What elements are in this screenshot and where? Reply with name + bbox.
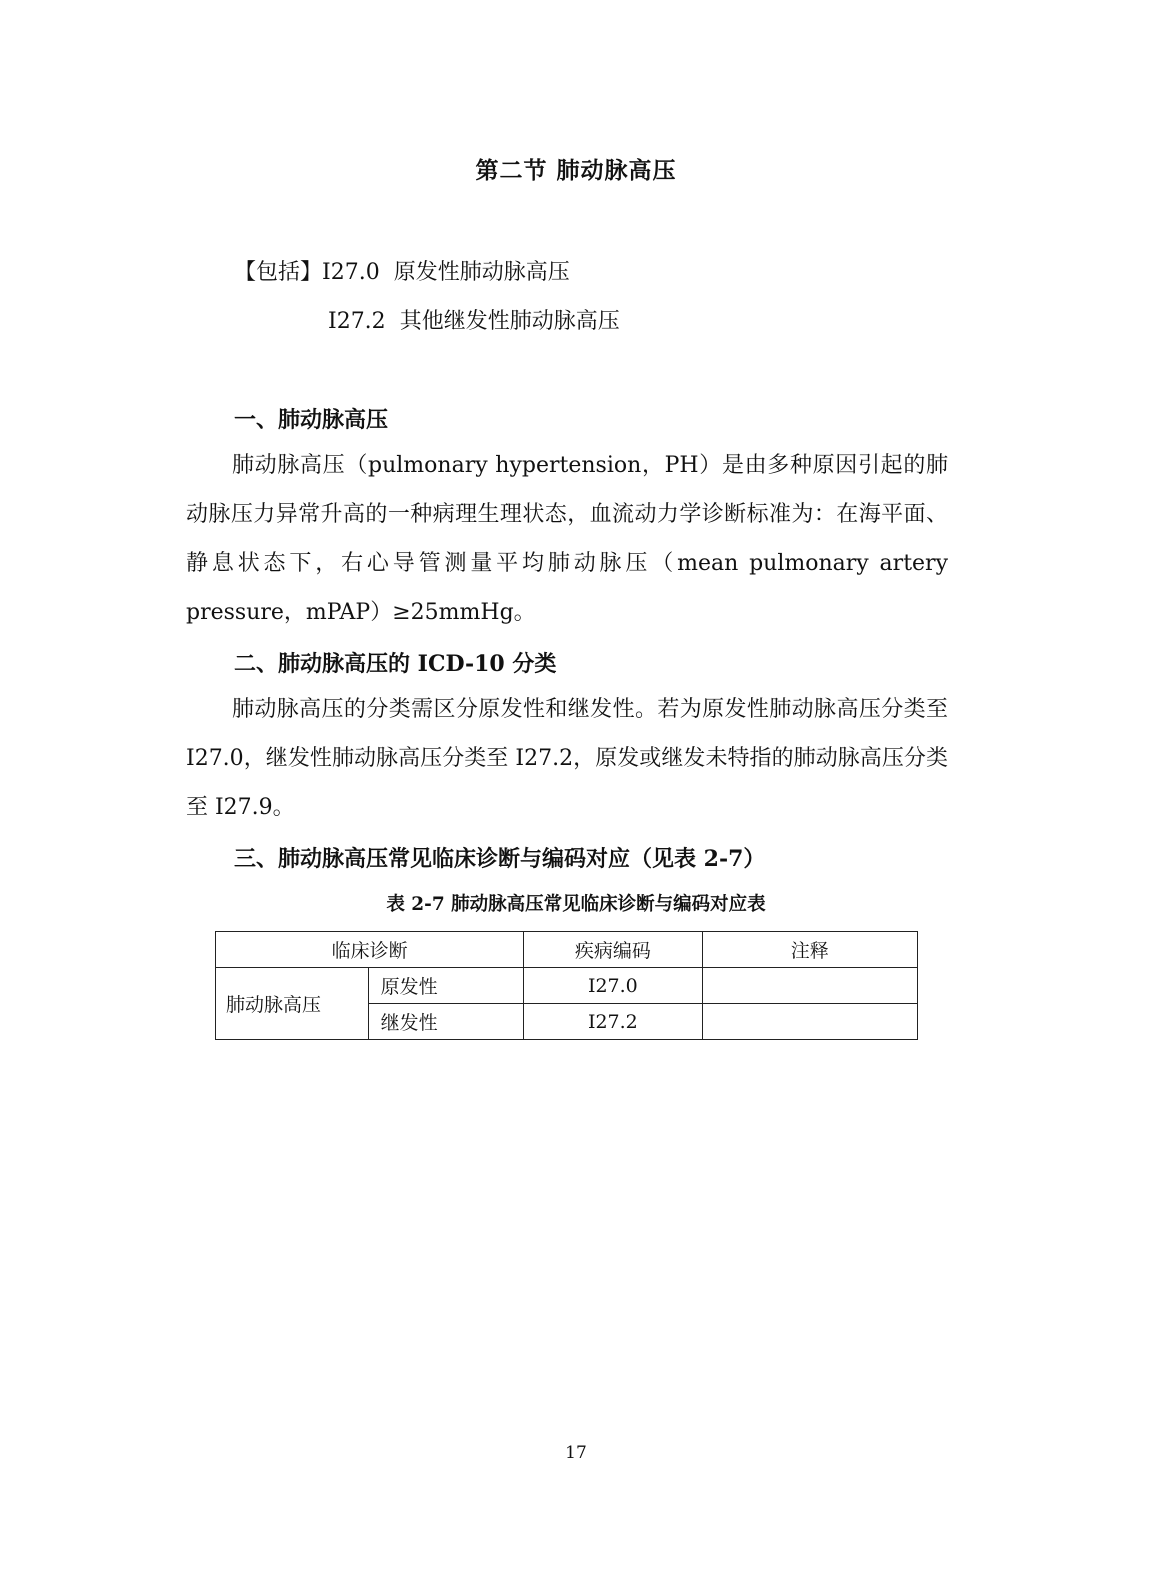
section-heading-2: 二、肺动脉高压的 ICD-10 分类 — [234, 651, 557, 677]
diagnosis-type-cell: 继发性 — [368, 1004, 524, 1040]
diagnosis-type-cell: 原发性 — [368, 968, 524, 1004]
section-title: 第二节 肺动脉高压 — [475, 157, 677, 184]
header-notes: 注释 — [702, 932, 917, 968]
includes-name: 原发性肺动脉高压 — [393, 260, 570, 285]
includes-line-1 — [234, 255, 570, 286]
diagnosis-group-cell: 肺动脉高压 — [216, 968, 369, 1040]
section-paragraph-1: 肺动脉高压（pulmonary hypertension，PH）是由多种原因引起的肺动脉压力异常升高的一种病理生理状态，血流动力学诊断标准为：在海平面、静息状态下，右心导管测量平均肺动脉压（mean pulmonary artery pressure，mPAP）≥25mmHg。 — [186, 453, 948, 625]
table-caption: 表 2-7 肺动脉高压常见临床诊断与编码对应表 — [386, 894, 766, 915]
note-cell — [702, 1004, 917, 1040]
code-cell: I27.0 — [524, 968, 702, 1004]
table-row — [216, 968, 918, 1004]
code-cell: I27.2 — [524, 1004, 702, 1040]
section-heading-3: 三、肺动脉高压常见临床诊断与编码对应（见表 2-7） — [234, 846, 766, 872]
header-disease-code: 疾病编码 — [524, 932, 702, 968]
section-heading-1: 一、肺动脉高压 — [234, 407, 389, 433]
includes-code: I27.0 — [322, 260, 380, 285]
note-cell — [702, 968, 917, 1004]
includes-line-2 — [328, 304, 620, 335]
includes-code: I27.2 — [328, 309, 386, 334]
includes-label: 【包括】 — [234, 260, 323, 285]
table-header-row — [216, 932, 918, 968]
page-number: 17 — [565, 1443, 587, 1463]
section-paragraph-2: 肺动脉高压的分类需区分原发性和继发性。若为原发性肺动脉高压分类至 I27.0，继发性肺动脉高压分类至 I27.2，原发或继发未特指的肺动脉高压分类至 I27.9。 — [186, 697, 948, 820]
includes-name: 其他继发性肺动脉高压 — [399, 309, 620, 334]
diagnosis-code-table — [215, 931, 918, 1040]
header-clinical-diagnosis: 临床诊断 — [216, 932, 524, 968]
